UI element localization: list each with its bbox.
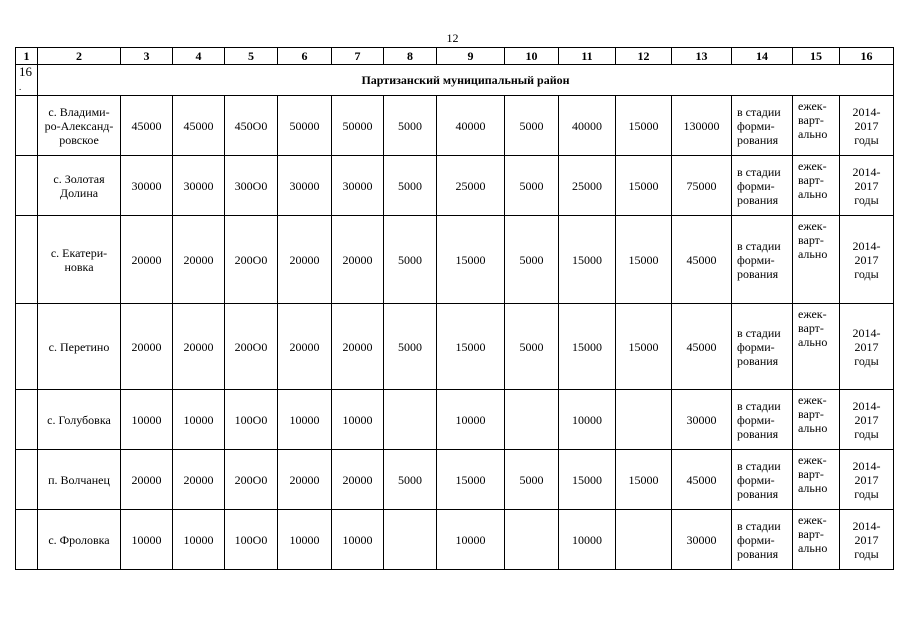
value-cell-c10: 5000 bbox=[505, 96, 559, 156]
line: варт- bbox=[798, 527, 824, 541]
settlement-name bbox=[38, 510, 121, 570]
line: форми- bbox=[737, 252, 775, 267]
line: ежек- bbox=[798, 219, 827, 233]
value-cell-c9: 15000 bbox=[437, 450, 505, 510]
value-cell-c9: 40000 bbox=[437, 96, 505, 156]
value-cell-c5: 200О0 bbox=[225, 304, 278, 390]
value-cell-c13: 30000 bbox=[672, 390, 732, 450]
value-cell-c11: 15000 bbox=[559, 216, 616, 304]
line: ежек- bbox=[798, 99, 827, 113]
line: Долина bbox=[59, 185, 99, 200]
line: форми- bbox=[737, 412, 775, 427]
column-number: 12 bbox=[616, 48, 672, 65]
value-cell-c12: 15000 bbox=[616, 450, 672, 510]
value-cell-c5: 450О0 bbox=[225, 96, 278, 156]
value-cell-c9: 10000 bbox=[437, 510, 505, 570]
line: п. Волчанец bbox=[48, 472, 110, 487]
column-number: 2 bbox=[38, 48, 121, 65]
value-cell-c3: 20000 bbox=[121, 304, 173, 390]
status-cell bbox=[732, 304, 793, 390]
line: 2014- bbox=[852, 238, 881, 253]
column-number: 16 bbox=[840, 48, 894, 65]
value-cell-c8: 5000 bbox=[384, 156, 437, 216]
value-cell-c6: 20000 bbox=[278, 450, 332, 510]
column-number: 10 bbox=[505, 48, 559, 65]
line: 2014- bbox=[852, 458, 881, 473]
period-cell bbox=[793, 450, 840, 510]
line: рования bbox=[737, 546, 779, 561]
line: форми- bbox=[737, 178, 775, 193]
table-row bbox=[16, 390, 894, 450]
line: ально bbox=[798, 127, 828, 141]
years-cell bbox=[840, 304, 894, 390]
value-cell-c7: 20000 bbox=[332, 450, 384, 510]
value-cell-c6: 20000 bbox=[278, 216, 332, 304]
table-row bbox=[16, 156, 894, 216]
value-cell-c7: 20000 bbox=[332, 216, 384, 304]
line: ежек- bbox=[798, 159, 827, 173]
line: рования bbox=[737, 132, 779, 147]
line: 2017 bbox=[854, 339, 879, 354]
line: в стадии bbox=[737, 398, 781, 413]
line: в стадии bbox=[737, 325, 781, 340]
value-cell-c13: 130000 bbox=[672, 96, 732, 156]
line: ально bbox=[798, 421, 828, 435]
table-row bbox=[16, 510, 894, 570]
value-cell-c3: 10000 bbox=[121, 510, 173, 570]
line: ежек- bbox=[798, 307, 827, 321]
value-cell-c13: 75000 bbox=[672, 156, 732, 216]
line: рования bbox=[737, 192, 779, 207]
table-row bbox=[16, 216, 894, 304]
value-cell-c12 bbox=[616, 510, 672, 570]
line: годы bbox=[854, 353, 879, 368]
value-cell-c7: 50000 bbox=[332, 96, 384, 156]
line: в стадии bbox=[737, 458, 781, 473]
value-cell-c4: 20000 bbox=[173, 304, 225, 390]
line: в стадии bbox=[737, 164, 781, 179]
period-cell bbox=[793, 156, 840, 216]
line: ально bbox=[798, 335, 828, 349]
value-cell-c8: 5000 bbox=[384, 216, 437, 304]
line: ально bbox=[798, 481, 828, 495]
period-cell bbox=[793, 216, 840, 304]
value-cell-c6: 10000 bbox=[278, 390, 332, 450]
value-cell-c7: 10000 bbox=[332, 510, 384, 570]
status-cell bbox=[732, 156, 793, 216]
line: с. Фроловка bbox=[48, 532, 110, 547]
line: ро-Александ- bbox=[44, 118, 114, 133]
value-cell-c4: 10000 bbox=[173, 510, 225, 570]
line: 2014- bbox=[852, 104, 881, 119]
line: в стадии bbox=[737, 238, 781, 253]
value-cell-c5: 100О0 bbox=[225, 510, 278, 570]
status-cell bbox=[732, 510, 793, 570]
value-cell-c7: 30000 bbox=[332, 156, 384, 216]
line: 2014- bbox=[852, 325, 881, 340]
row-number-cell bbox=[16, 450, 38, 510]
years-cell bbox=[840, 216, 894, 304]
value-cell-c8: 5000 bbox=[384, 450, 437, 510]
line: варт- bbox=[798, 321, 824, 335]
column-number: 1 bbox=[16, 48, 38, 65]
years-cell bbox=[840, 390, 894, 450]
column-number: 5 bbox=[225, 48, 278, 65]
line: 2017 bbox=[854, 532, 879, 547]
years-cell bbox=[840, 450, 894, 510]
line: с. Перетино bbox=[48, 339, 110, 354]
line: форми- bbox=[737, 118, 775, 133]
line: рования bbox=[737, 486, 779, 501]
value-cell-c3: 10000 bbox=[121, 390, 173, 450]
value-cell-c11: 15000 bbox=[559, 304, 616, 390]
value-cell-c4: 10000 bbox=[173, 390, 225, 450]
line: годы bbox=[854, 426, 879, 441]
table-row bbox=[16, 450, 894, 510]
value-cell-c6: 20000 bbox=[278, 304, 332, 390]
value-cell-c9: 10000 bbox=[437, 390, 505, 450]
line: с. Владими- bbox=[48, 104, 110, 119]
value-cell-c8 bbox=[384, 390, 437, 450]
line: рования bbox=[737, 426, 779, 441]
value-cell-c3: 30000 bbox=[121, 156, 173, 216]
column-number: 4 bbox=[173, 48, 225, 65]
value-cell-c6: 10000 bbox=[278, 510, 332, 570]
section-number: 16 . bbox=[16, 65, 38, 96]
value-cell-c10: 5000 bbox=[505, 216, 559, 304]
status-cell bbox=[732, 450, 793, 510]
value-cell-c11: 10000 bbox=[559, 510, 616, 570]
line: ровское bbox=[59, 132, 99, 147]
line: в стадии bbox=[737, 518, 781, 533]
value-cell-c9: 15000 bbox=[437, 304, 505, 390]
column-number: 7 bbox=[332, 48, 384, 65]
column-number: 15 bbox=[793, 48, 840, 65]
line: с. Золотая bbox=[53, 171, 105, 186]
line: в стадии bbox=[737, 104, 781, 119]
value-cell-c5: 300О0 bbox=[225, 156, 278, 216]
status-cell bbox=[732, 96, 793, 156]
line: варт- bbox=[798, 467, 824, 481]
line: с. Екатери- bbox=[50, 245, 108, 260]
settlement-name bbox=[38, 450, 121, 510]
value-cell-c11: 40000 bbox=[559, 96, 616, 156]
line: варт- bbox=[798, 113, 824, 127]
value-cell-c10: 5000 bbox=[505, 304, 559, 390]
value-cell-c6: 30000 bbox=[278, 156, 332, 216]
page-number: 12 bbox=[446, 31, 459, 45]
period-cell bbox=[793, 510, 840, 570]
column-number: 3 bbox=[121, 48, 173, 65]
section-title: Партизанский муниципальный район bbox=[38, 65, 894, 96]
line: новка bbox=[64, 259, 94, 274]
settlement-name bbox=[38, 156, 121, 216]
line: варт- bbox=[798, 407, 824, 421]
value-cell-c5: 200О0 bbox=[225, 216, 278, 304]
value-cell-c8 bbox=[384, 510, 437, 570]
value-cell-c10 bbox=[505, 510, 559, 570]
value-cell-c9: 15000 bbox=[437, 216, 505, 304]
row-number-cell bbox=[16, 510, 38, 570]
value-cell-c13: 45000 bbox=[672, 304, 732, 390]
value-cell-c5: 100О0 bbox=[225, 390, 278, 450]
value-cell-c11: 15000 bbox=[559, 450, 616, 510]
line: годы bbox=[854, 266, 879, 281]
settlement-name bbox=[38, 390, 121, 450]
line: 2017 bbox=[854, 118, 879, 133]
value-cell-c11: 10000 bbox=[559, 390, 616, 450]
years-cell bbox=[840, 156, 894, 216]
column-number: 9 bbox=[437, 48, 505, 65]
settlement-name bbox=[38, 96, 121, 156]
line: варт- bbox=[798, 233, 824, 247]
line: ально bbox=[798, 247, 828, 261]
data-table bbox=[15, 47, 894, 570]
years-cell bbox=[840, 510, 894, 570]
value-cell-c10: 5000 bbox=[505, 450, 559, 510]
value-cell-c9: 25000 bbox=[437, 156, 505, 216]
column-number-row bbox=[16, 48, 894, 65]
period-cell bbox=[793, 304, 840, 390]
value-cell-c3: 20000 bbox=[121, 216, 173, 304]
value-cell-c4: 45000 bbox=[173, 96, 225, 156]
value-cell-c12 bbox=[616, 390, 672, 450]
value-cell-c13: 45000 bbox=[672, 216, 732, 304]
row-number-cell bbox=[16, 304, 38, 390]
value-cell-c3: 45000 bbox=[121, 96, 173, 156]
row-number-cell bbox=[16, 216, 38, 304]
row-number-cell bbox=[16, 390, 38, 450]
column-number: 8 bbox=[384, 48, 437, 65]
line: годы bbox=[854, 546, 879, 561]
column-number: 14 bbox=[732, 48, 793, 65]
table-row bbox=[16, 96, 894, 156]
value-cell-c12: 15000 bbox=[616, 304, 672, 390]
value-cell-c7: 10000 bbox=[332, 390, 384, 450]
value-cell-c12: 15000 bbox=[616, 216, 672, 304]
line: 2017 bbox=[854, 472, 879, 487]
line: варт- bbox=[798, 173, 824, 187]
value-cell-c3: 20000 bbox=[121, 450, 173, 510]
row-number-cell bbox=[16, 96, 38, 156]
column-number: 6 bbox=[278, 48, 332, 65]
value-cell-c4: 20000 bbox=[173, 216, 225, 304]
value-cell-c10 bbox=[505, 390, 559, 450]
status-cell bbox=[732, 390, 793, 450]
line: форми- bbox=[737, 472, 775, 487]
line: годы bbox=[854, 192, 879, 207]
settlement-name bbox=[38, 216, 121, 304]
value-cell-c13: 30000 bbox=[672, 510, 732, 570]
line: ально bbox=[798, 187, 828, 201]
period-cell bbox=[793, 390, 840, 450]
line: 2017 bbox=[854, 252, 879, 267]
line: рования bbox=[737, 353, 779, 368]
value-cell-c13: 45000 bbox=[672, 450, 732, 510]
table-row bbox=[16, 304, 894, 390]
value-cell-c12: 15000 bbox=[616, 156, 672, 216]
line: годы bbox=[854, 132, 879, 147]
line: годы bbox=[854, 486, 879, 501]
value-cell-c5: 200О0 bbox=[225, 450, 278, 510]
value-cell-c4: 20000 bbox=[173, 450, 225, 510]
line: 2017 bbox=[854, 178, 879, 193]
line: 2017 bbox=[854, 412, 879, 427]
line: ально bbox=[798, 541, 828, 555]
line: форми- bbox=[737, 532, 775, 547]
row-number-cell bbox=[16, 156, 38, 216]
column-number: 11 bbox=[559, 48, 616, 65]
status-cell bbox=[732, 216, 793, 304]
line: 2014- bbox=[852, 164, 881, 179]
value-cell-c8: 5000 bbox=[384, 304, 437, 390]
line: ежек- bbox=[798, 513, 827, 527]
value-cell-c4: 30000 bbox=[173, 156, 225, 216]
value-cell-c12: 15000 bbox=[616, 96, 672, 156]
column-number: 13 bbox=[672, 48, 732, 65]
value-cell-c8: 5000 bbox=[384, 96, 437, 156]
value-cell-c11: 25000 bbox=[559, 156, 616, 216]
value-cell-c10: 5000 bbox=[505, 156, 559, 216]
line: ежек- bbox=[798, 453, 827, 467]
line: 2014- bbox=[852, 518, 881, 533]
period-cell bbox=[793, 96, 840, 156]
line: ежек- bbox=[798, 393, 827, 407]
settlement-name bbox=[38, 304, 121, 390]
value-cell-c6: 50000 bbox=[278, 96, 332, 156]
line: с. Голубовка bbox=[47, 412, 111, 427]
years-cell bbox=[840, 96, 894, 156]
line: 2014- bbox=[852, 398, 881, 413]
line: рования bbox=[737, 266, 779, 281]
line: форми- bbox=[737, 339, 775, 354]
section-row bbox=[16, 65, 894, 96]
value-cell-c7: 20000 bbox=[332, 304, 384, 390]
